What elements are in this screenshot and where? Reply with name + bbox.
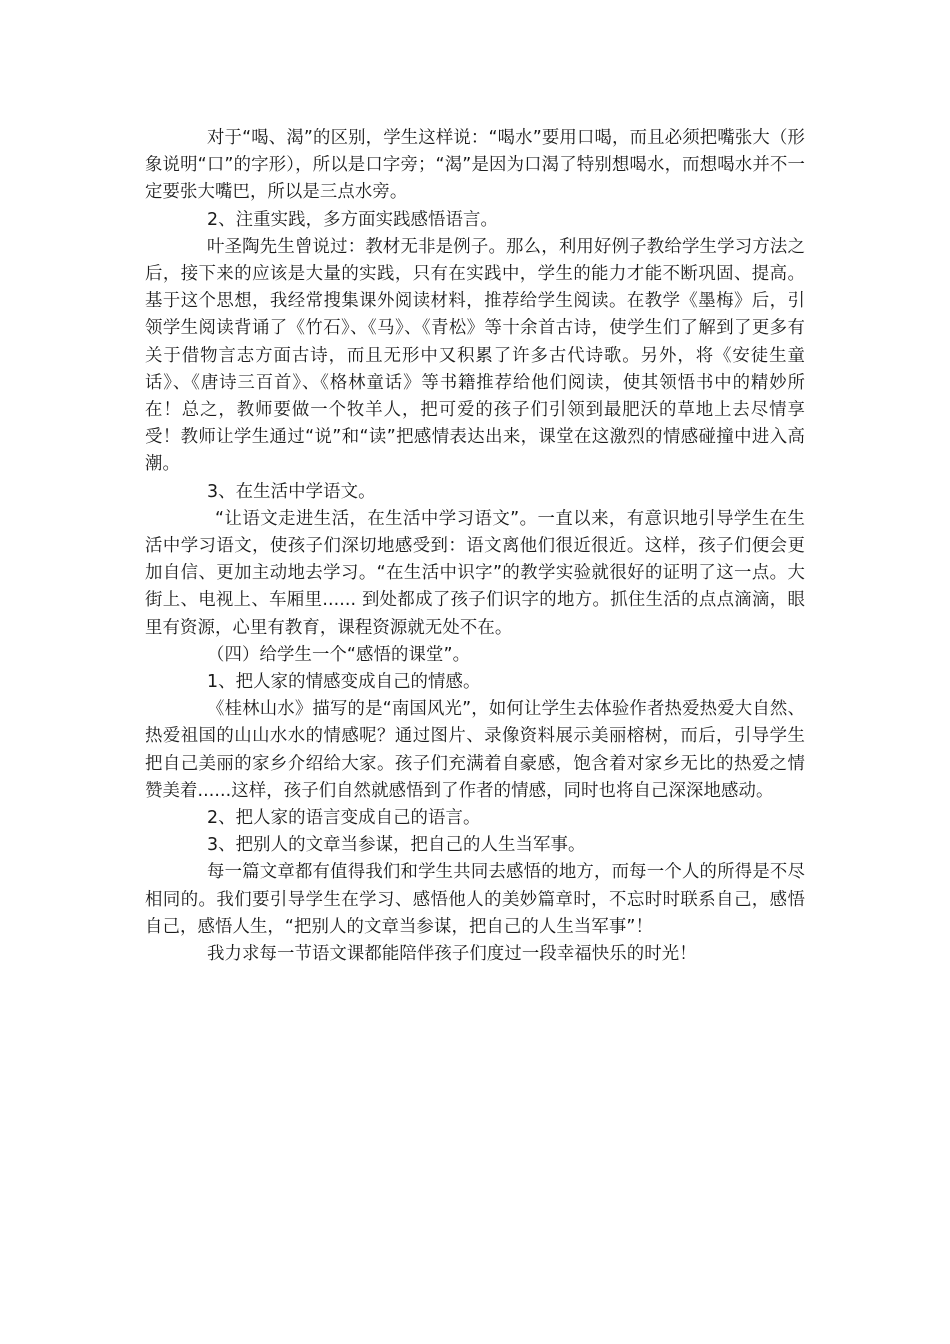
heading-emotion: 1、把人家的情感变成自己的情感。 [207, 672, 481, 693]
heading-others-articles: 3、把别人的文章当参谋，把自己的人生当军事。 [207, 835, 586, 856]
heading-section-four: （四）给学生一个“感悟的课堂”。 [207, 644, 471, 665]
paragraph-every-article: 每一篇文章都有值得我们和学生共同去感悟的地方，而每一个人的所得是不尽相同的。我们要引导学生在学习、感悟他人的美妙篇章时，不忘时时联系自己，感悟自己，感悟人生，“把别人的文章当参谋，把自己的人生当军事”！ [145, 862, 805, 937]
paragraph-he-ke-distinction: 对于“喝、渴”的区别，学生这样说：“喝水”要用口喝，而且必须把嘴张大（形象说明“口”的字形），所以是口字旁；“渴”是因为口渴了特别想喝水，而想喝水并不一定要张大嘴巴，所以是三点水旁。 [145, 128, 805, 203]
heading-learn-in-life: 3、在生活中学语文。 [207, 481, 376, 502]
document-page [145, 125, 805, 968]
heading-language: 2、把人家的语言变成自己的语言。 [207, 808, 481, 829]
paragraph-closing: 我力求每一节语文课都能陪伴孩子们度过一段幸福快乐的时光！ [207, 944, 697, 965]
paragraph-life-learning: “让语文走进生活，在生活中学习语文”。一直以来，有意识地引导学生在生活中学习语文，使孩子们深切地感受到：语文离他们很近很近。这样，孩子们便会更加自信、更加主动地去学习。“在生活中识字”的教学实验就很好的证明了这一点。大街上、电视上、车厢里...... 到处都成了孩子们识字的地方。抓住生活的点点滴滴，眼里有资源，心里有教育，课程资源就无处不在。 [145, 508, 805, 638]
paragraph-guilin: 《桂林山水》描写的是“南国风光”，如何让学生去体验作者热爱热爱大自然、热爱祖国的山山水水的情感呢？通过图片、录像资料展示美丽榕树，而后，引导学生把自己美丽的家乡介绍给大家。孩子们充满着自豪感，饱含着对家乡无比的热爱之情赞美着......这样，孩子们自然就感悟到了作者的情感，同时也将自己深深地感动。 [145, 699, 805, 801]
heading-practice: 2、注重实践，多方面实践感悟语言。 [207, 209, 499, 230]
paragraph-ye-shengtao: 叶圣陶先生曾说过：教材无非是例子。那么，利用好例子教给学生学习方法之后，接下来的应该是大量的实践，只有在实践中，学生的能力才能不断巩固、提高。基于这个思想，我经常搜集课外阅读材料，推荐给学生阅读。在教学《墨梅》后，引领学生阅读背诵了《竹石》、《马》、《青松》等十余首古诗，使学生们了解到了更多有关于借物言志方面古诗，而且无形中又积累了许多古代诗歌。另外，将《安徒生童话》、《唐诗三百首》、《格林童话》等书籍推荐给他们阅读，使其领悟书中的精妙所在！总之，教师要做一个牧羊人，把可爱的孩子们引领到最肥沃的草地上去尽情享受！教师让学生通过“说”和“读”把感情表达出来，课堂在这激烈的情感碰撞中进入高潮。 [145, 236, 805, 475]
